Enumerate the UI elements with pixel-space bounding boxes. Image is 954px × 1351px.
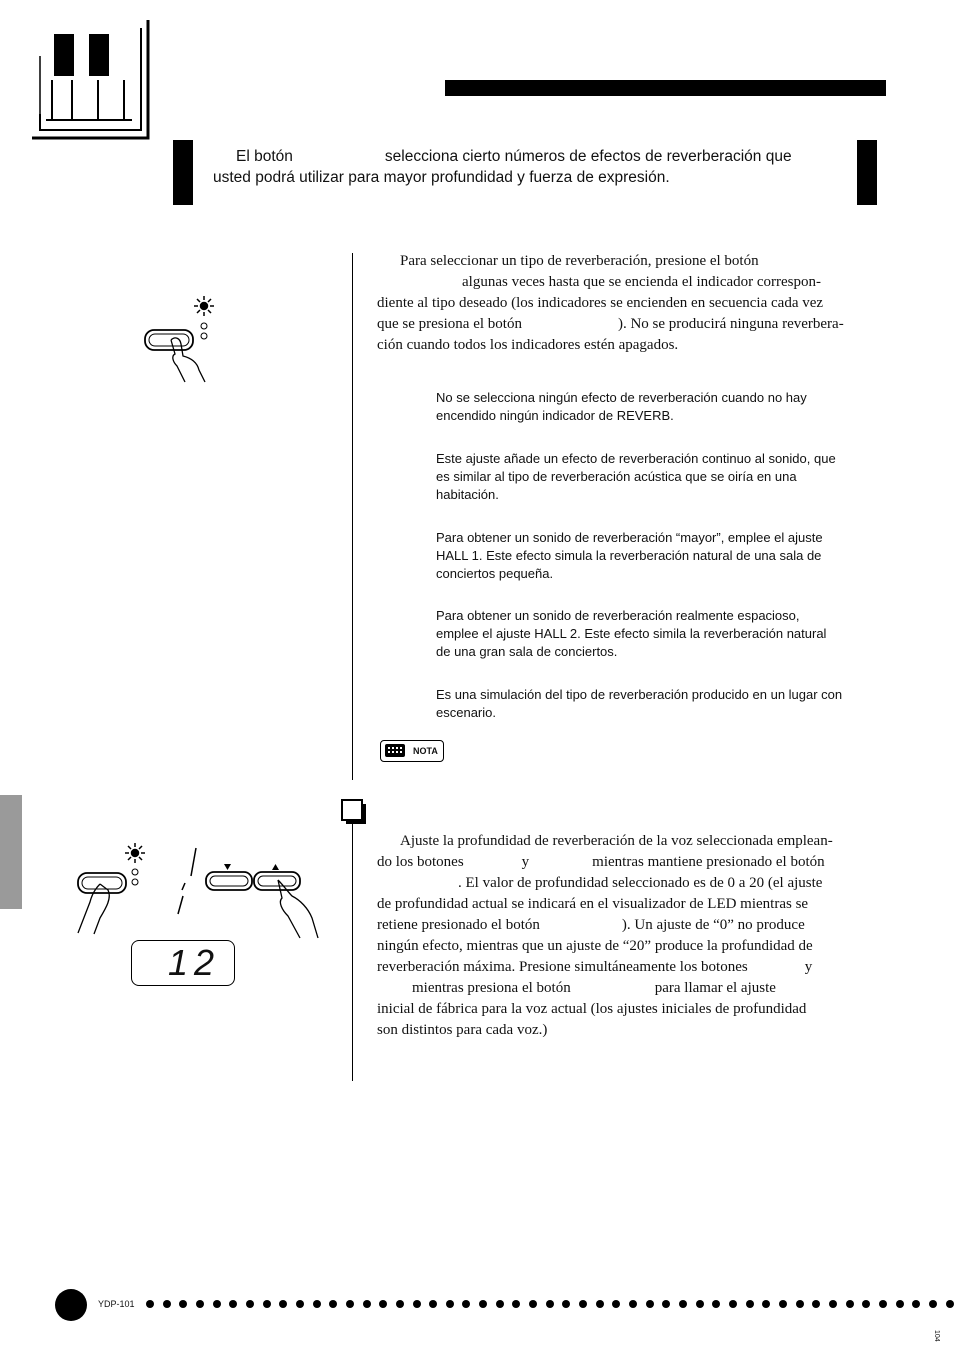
- section2-line-9: inicial de fábrica para la voz actual (los ajustes iniciales de profundidad: [377, 1001, 807, 1017]
- piano-keys-logo: [28, 16, 153, 142]
- reverb-type-room: Este ajuste añade un efecto de reverberación continuo al sonido, que es similar al tipo de reverberación acústica que se oiría en una habitación.: [436, 451, 836, 502]
- section2-line-6: ningún efecto, mientras que un ajuste de “20” produce la profundidad de: [377, 938, 813, 954]
- nota-label: NOTA: [413, 746, 438, 756]
- footer-dot: [579, 1300, 587, 1308]
- reverb-type-off: No se selecciona ningún efecto de reverberación cuando no hay encendido ningún indicador de REVERB.: [436, 390, 807, 423]
- footer-dot: [213, 1300, 221, 1308]
- footer-dot: [396, 1300, 404, 1308]
- section1-line-5: ción cuando todos los indicadores estén apagados.: [377, 337, 679, 353]
- footer-dot: [462, 1300, 470, 1308]
- intro-line-2: usted podrá utilizar para mayor profundidad y fuerza de expresión.: [213, 169, 670, 186]
- checkbox-icon: [340, 798, 370, 828]
- footer-dot: [896, 1300, 904, 1308]
- footer-dot: [229, 1300, 237, 1308]
- footer-dot: [263, 1300, 271, 1308]
- section2-line-10: son distintos para cada voz.): [377, 1022, 548, 1038]
- footer-dot: [712, 1300, 720, 1308]
- footer-dot: [729, 1300, 737, 1308]
- section1-line-3: diente al tipo deseado (los indicadores se encienden en secuencia cada vez: [377, 295, 824, 311]
- depth-buttons-illustration: [70, 838, 330, 943]
- reverb-type-stage: Es una simulación del tipo de reverberación producido en un lugar con escenario.: [436, 687, 843, 720]
- side-page-number: 104: [933, 1330, 940, 1342]
- led-lit-icon: [194, 296, 214, 316]
- footer-model: YDP-101: [98, 1299, 135, 1309]
- footer-dot: [296, 1300, 304, 1308]
- footer-dot: [163, 1300, 171, 1308]
- section2-rule: [352, 823, 353, 1081]
- footer-dot: [379, 1300, 387, 1308]
- footer-dot: [946, 1300, 954, 1308]
- section2-line-4: de profundidad actual se indicará en el visualizador de LED mientras se: [377, 896, 809, 912]
- footer-dot: [679, 1300, 687, 1308]
- footer-dot: [313, 1300, 321, 1308]
- section1-line-1: Para seleccionar un tipo de reverberación, presione el botón: [400, 253, 759, 269]
- footer-dot: [562, 1300, 570, 1308]
- footer-dot: [413, 1300, 421, 1308]
- footer-dot: [429, 1300, 437, 1308]
- section2-line-5: retiene presionado el botón ). Un ajuste de “0” no produce: [377, 917, 805, 933]
- heading-bar: [445, 80, 886, 96]
- section1-rule: [352, 253, 353, 780]
- footer-dot: [746, 1300, 754, 1308]
- section2-line-7: reverberación máxima. Presione simultáneamente los botones y: [377, 959, 813, 975]
- footer-dot: [479, 1300, 487, 1308]
- section2-line-8: mientras presiona el botón para llamar el ajuste: [412, 980, 776, 996]
- footer-dot: [829, 1300, 837, 1308]
- page-number-circle: [55, 1289, 87, 1321]
- section1-line-2: algunas veces hasta que se encienda el indicador correspon-: [462, 274, 822, 290]
- footer-dot: [796, 1300, 804, 1308]
- footer-dot: [662, 1300, 670, 1308]
- keyboard-icon: [383, 742, 409, 760]
- led-display: [131, 940, 235, 986]
- footer-dot: [812, 1300, 820, 1308]
- footer-dot: [496, 1300, 504, 1308]
- footer-dot: [929, 1300, 937, 1308]
- footer-dot-rule: [146, 1298, 954, 1310]
- nota-badge: [380, 740, 444, 762]
- footer-dot: [329, 1300, 337, 1308]
- footer-dot: [246, 1300, 254, 1308]
- intro-left-bar: [173, 140, 193, 205]
- section1-line-4: que se presiona el botón ). No se producirá ninguna reverbera-: [377, 316, 844, 332]
- footer-dot: [762, 1300, 770, 1308]
- footer-dot: [629, 1300, 637, 1308]
- reverb-type-hall1: Para obtener un sonido de reverberación “mayor”, emplee el ajuste HALL 1. Este efecto simula la reverberación natural de una sala de conciertos pequeña.: [436, 530, 823, 581]
- footer-dot: [912, 1300, 920, 1308]
- reverb-type-hall2: Para obtener un sonido de reverberación realmente espacioso, emplee el ajuste HALL 2. Este efecto simila la reverberación natural de una gran sala de conciertos.: [436, 608, 827, 659]
- reverb-button-illustration: [135, 290, 225, 385]
- led-lit-icon-2: [125, 843, 145, 863]
- footer-dot: [196, 1300, 204, 1308]
- footer-dot: [363, 1300, 371, 1308]
- led-display-value: 12: [167, 942, 220, 983]
- footer-dot: [546, 1300, 554, 1308]
- intro-line-1: El botón selecciona cierto números de efectos de reverberación que: [236, 148, 792, 165]
- section1-paragraph: [377, 251, 887, 356]
- footer-dot: [846, 1300, 854, 1308]
- section2-line-3: . El valor de profundidad seleccionado es de 0 a 20 (el ajuste: [458, 875, 823, 891]
- footer-dot: [146, 1300, 154, 1308]
- footer-dot: [879, 1300, 887, 1308]
- section2-paragraph: [377, 831, 887, 1041]
- section2-line-1: Ajuste la profundidad de reverberación de la voz seleccionada emplean-: [400, 833, 833, 849]
- footer-dot: [179, 1300, 187, 1308]
- footer-dot: [612, 1300, 620, 1308]
- footer-dot: [779, 1300, 787, 1308]
- footer-dot: [279, 1300, 287, 1308]
- side-tab: [0, 795, 22, 909]
- footer-dot: [696, 1300, 704, 1308]
- section2-line-2: do los botones y mientras mantiene presionado el botón: [377, 854, 825, 870]
- footer-dot: [596, 1300, 604, 1308]
- footer-dot: [646, 1300, 654, 1308]
- footer-dot: [346, 1300, 354, 1308]
- intro-text: [213, 146, 853, 188]
- footer-dot: [512, 1300, 520, 1308]
- footer-dot: [529, 1300, 537, 1308]
- footer-dot: [862, 1300, 870, 1308]
- footer-dot: [446, 1300, 454, 1308]
- intro-right-bar: [857, 140, 877, 205]
